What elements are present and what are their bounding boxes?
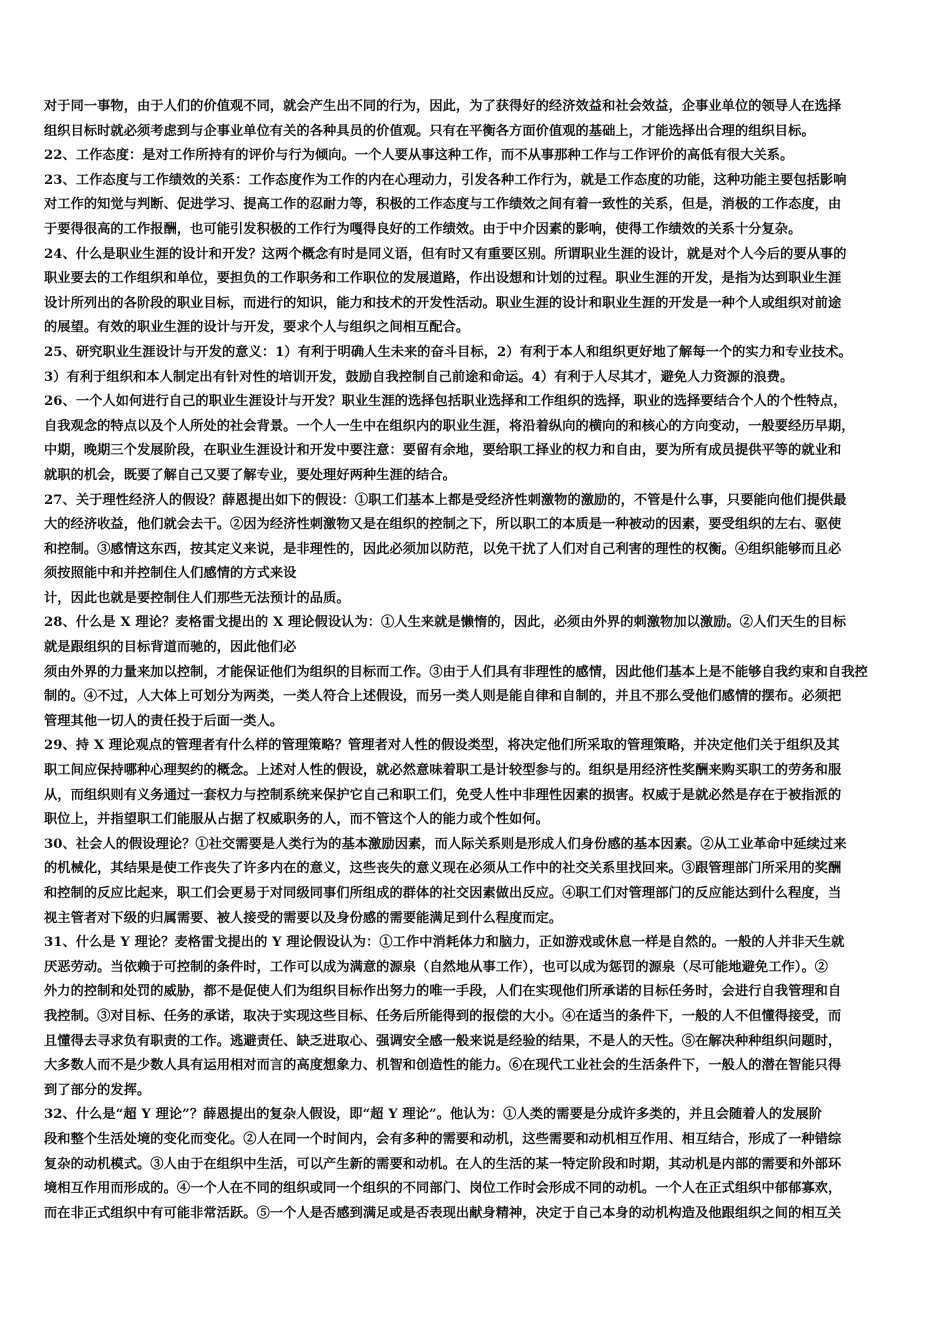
text-line: 外力的控制和处罚的威胁，都不是促使人们为组织目标作出努力的唯一手段，人们在实现他们所承诺的目标任务时，会进行自我管理和自 <box>44 984 842 1000</box>
text-line: 29、持 X 理论观点的管理者有什么样的管理策略？管理者对人性的假设类型，将决定他们所采取的管理策略，并决定他们关于组织及其 <box>44 738 840 754</box>
text-line: 的机械化，其结果是使工作丧失了许多内在的意义，这些丧失的意义现在必须从工作中的社交关系里找回来。③跟管理部门所采用的奖酬 <box>44 861 842 877</box>
text-line: 和控制。③感情这东西，按其定义来说，是非理性的，因此必须加以防范，以免干扰了人们对自己利害的理性的权衡。④组织能够而且必 <box>44 541 842 557</box>
text-line: 计，因此也就是要控制住人们那些无法预计的品质。 <box>44 590 350 606</box>
text-line: 境相互作用而形成的。④一个人在不同的组织或同一个组织的不同部门、岗位工作时会形成不同的动机。一个人在正式组织中郁郁寡欢， <box>44 1181 842 1197</box>
text-line: 厌恶劳动。当依赖于可控制的条件时，工作可以成为满意的源泉（自然地从事工作），也可以成为惩罚的源泉（尽可能地避免工作）。② <box>44 959 829 975</box>
text-line: 大多数人而不是少数人具有运用相对而言的高度想象力、机智和创造性的能力。⑥在现代工业社会的生活条件下，一般人的潜在智能只得 <box>44 1058 842 1074</box>
text-line: 段和整个生活处境的变化而变化。②人在同一个时间内，会有多种的需要和动机，这些需要和动机相互作用、相互结合，形成了一种错综 <box>44 1131 842 1147</box>
text-line: 复杂的动机模式。③人由于在组织中生活，可以产生新的需要和动机。在人的生活的某一特定阶段和时期，其动机是内部的需要和外部环 <box>44 1156 842 1172</box>
text-line: 职业要去的工作组织和单位，要担负的工作职务和工作职位的发展道路，作出设想和计划的过程。职业生涯的开发，是指为达到职业生涯 <box>44 271 842 287</box>
text-line: 22、工作态度：是对工作所持有的评价与行为倾向。一个人要从事这种工作，而不从事那种工作与工作评价的高低有很大关系。 <box>44 148 794 164</box>
text-line: 3）有利于组织和本人制定出有针对性的培训开发，鼓励自我控制自己前途和命运。4）有利于人尽其才，避免人力资源的浪费。 <box>44 369 794 385</box>
document-body <box>44 95 910 1226</box>
text-line: 25、研究职业生涯设计与开发的意义：1）有利于明确人生未来的奋斗目标，2）有利于本人和组织更好地了解每一个的实力和专业技术。 <box>44 344 852 360</box>
text-line: 对于同一事物，由于人们的价值观不同，就会产生出不同的行为，因此，为了获得好的经济效益和社会效益，企事业单位的领导人在选择 <box>44 99 842 114</box>
text-line: 我控制。③对目标、任务的承诺，取决于实现这些目标、任务后所能得到的报偿的大小。④在适当的条件下，一般的人不但懂得接受，而 <box>44 1008 842 1024</box>
text-line: 制的。④不过，人大体上可划分为两类，一类人符合上述假设，而另一类人则是能自律和自制的，并且不那么受他们感情的摆布。必须把 <box>44 689 842 705</box>
text-line: 30、社会人的假设理论？①社交需要是人类行为的基本激励因素，而人际关系则是形成人们身份感的基本因素。②从工业革命中延续过来 <box>44 836 847 852</box>
text-line: 职工间应保持哪种心理契约的概念。上述对人性的假设，就必然意味着职工是计较型参与的。组织是用经济性奖酬来购买职工的劳务和服 <box>44 763 842 779</box>
text-line: 就是跟组织的目标背道而驰的，因此他们必 <box>44 640 297 656</box>
text-line: 于要得很高的工作报酬，也可能引发积极的工作行为嘎得良好的工作绩效。由于中介因素的影响，使得工作绩效的关系十分复杂。 <box>44 221 802 237</box>
text-line: 视主管者对下级的归属需要、被人接受的需要以及身份感的需要能满足到什么程度而定。 <box>44 910 563 926</box>
text-line: 管理其他一切人的责任投于后面一类人。 <box>44 713 284 729</box>
text-line: 和控制的反应比起来，职工们会更易于对同级同事们所组成的群体的社交因素做出反应。④职工们对管理部门的反应能达到什么程度，当 <box>44 886 842 901</box>
text-line: 就职的机会，既要了解自己又要了解专业，要处理好两种生涯的结合。 <box>44 467 456 483</box>
text-line: 23、工作态度与工作绩效的关系：工作态度作为工作的内在心理动力，引发各种工作行为，就是工作态度的功能，这种功能主要包括影响 <box>44 172 847 188</box>
text-line: 31、什么是 Y 理论？麦格雷戈提出的 Y 理论假设认为：①工作中消耗体力和脑力，正如游戏或休息一样是自然的。一般的人并非天生就 <box>44 935 845 951</box>
text-line: 27、关于理性经济人的假设？薛恩提出如下的假设：①职工们基本上都是受经济性刺激物的激励的，不管是什么事，只要能向他们提供最 <box>44 492 847 508</box>
text-line: 设计所列出的各阶段的职业目标，而进行的知识，能力和技术的开发性活动。职业生涯的设计和职业生涯的开发是一种个人或组织对前途 <box>44 295 842 311</box>
text-line: 对工作的知觉与判断、促进学习、提高工作的忍耐力等，积极的工作态度与工作绩效之间有着一致性的关系，但是，消极的工作态度，由 <box>44 197 842 213</box>
text-line: 28、什么是 X 理论？麦格雷戈提出的 X 理论假设认为：①人生来就是懒惰的，因此，必须由外界的刺激物加以激励。②人们天生的目标 <box>44 615 847 631</box>
text-line: 26、一个人如何进行自己的职业生涯设计与开发？职业生涯的选择包括职业选择和工作组织的选择，职业的选择要结合个人的个性特点， <box>44 394 847 410</box>
text-line: 的展望。有效的职业生涯的设计与开发，要求个人与组织之间相互配合。 <box>44 320 470 336</box>
text-line: 且懂得去寻求负有职责的工作。逃避责任、缺乏进取心、强调安全感一般来说是经验的结果，不是人的天性。⑤在解决种种组织问题时， <box>44 1033 842 1049</box>
text-line: 大的经济收益，他们就会去干。②因为经济性刺激物又是在组织的控制之下，所以职工的本质是一种被动的因素，要受组织的左右、驱使 <box>44 517 842 533</box>
text-line: 自我观念的特点以及个人所处的社会背景。一个人一生中在组织内的职业生涯，将沿着纵向的横向的和核心的方向变动，一般要经历早期， <box>44 418 855 434</box>
text-line: 职位上，并指望职工们能服从占据了权威职务的人，而不管这个人的能力或个性如何。 <box>44 812 549 828</box>
text-line: 24、什么是职业生涯的设计和开发？这两个概念有时是同义语，但有时又有重要区别。所谓职业生涯的设计，就是对个人今后的要从事的 <box>44 246 847 262</box>
text-line: 中期，晚期三个发展阶段，在职业生涯设计和开发中要注意：要留有余地，要给职工择业的权力和自由，要为所有成员提供平等的就业和 <box>44 443 842 459</box>
text-line: 须由外界的力量来加以控制，才能保证他们为组织的目标而工作。③由于人们具有非理性的感情，因此他们基本上是不能够自我约束和自我控 <box>44 664 868 680</box>
text-line: 组织目标时就必须考虑到与企事业单位有关的各种具员的价值观。只有在平衡各方面价值观的基础上，才能选择出合理的组织目标。 <box>44 123 815 139</box>
text-line: 32、什么是“超 Y 理论”？薛恩提出的复杂人假设，即“超 Y 理论”。他认为：①人类的需要是分成许多类的，并且会随着人的发展阶 <box>44 1107 823 1123</box>
text-line: 从，而组织则有义务通过一套权力与控制系统来保护它自己和职工们，免受人性中非理性因素的损害。权威于是就必然是存在于被指派的 <box>44 787 842 803</box>
text-line: 到了部分的发挥。 <box>44 1082 151 1098</box>
text-line: 须按照能中和并控制住人们感情的方式来设 <box>44 566 297 582</box>
text-line: 而在非正式组织中有可能非常活跃。⑤一个人是否感到满足或是否表现出献身精神，决定于自己本身的动机构造及他跟组织之间的相互关 <box>44 1205 842 1221</box>
